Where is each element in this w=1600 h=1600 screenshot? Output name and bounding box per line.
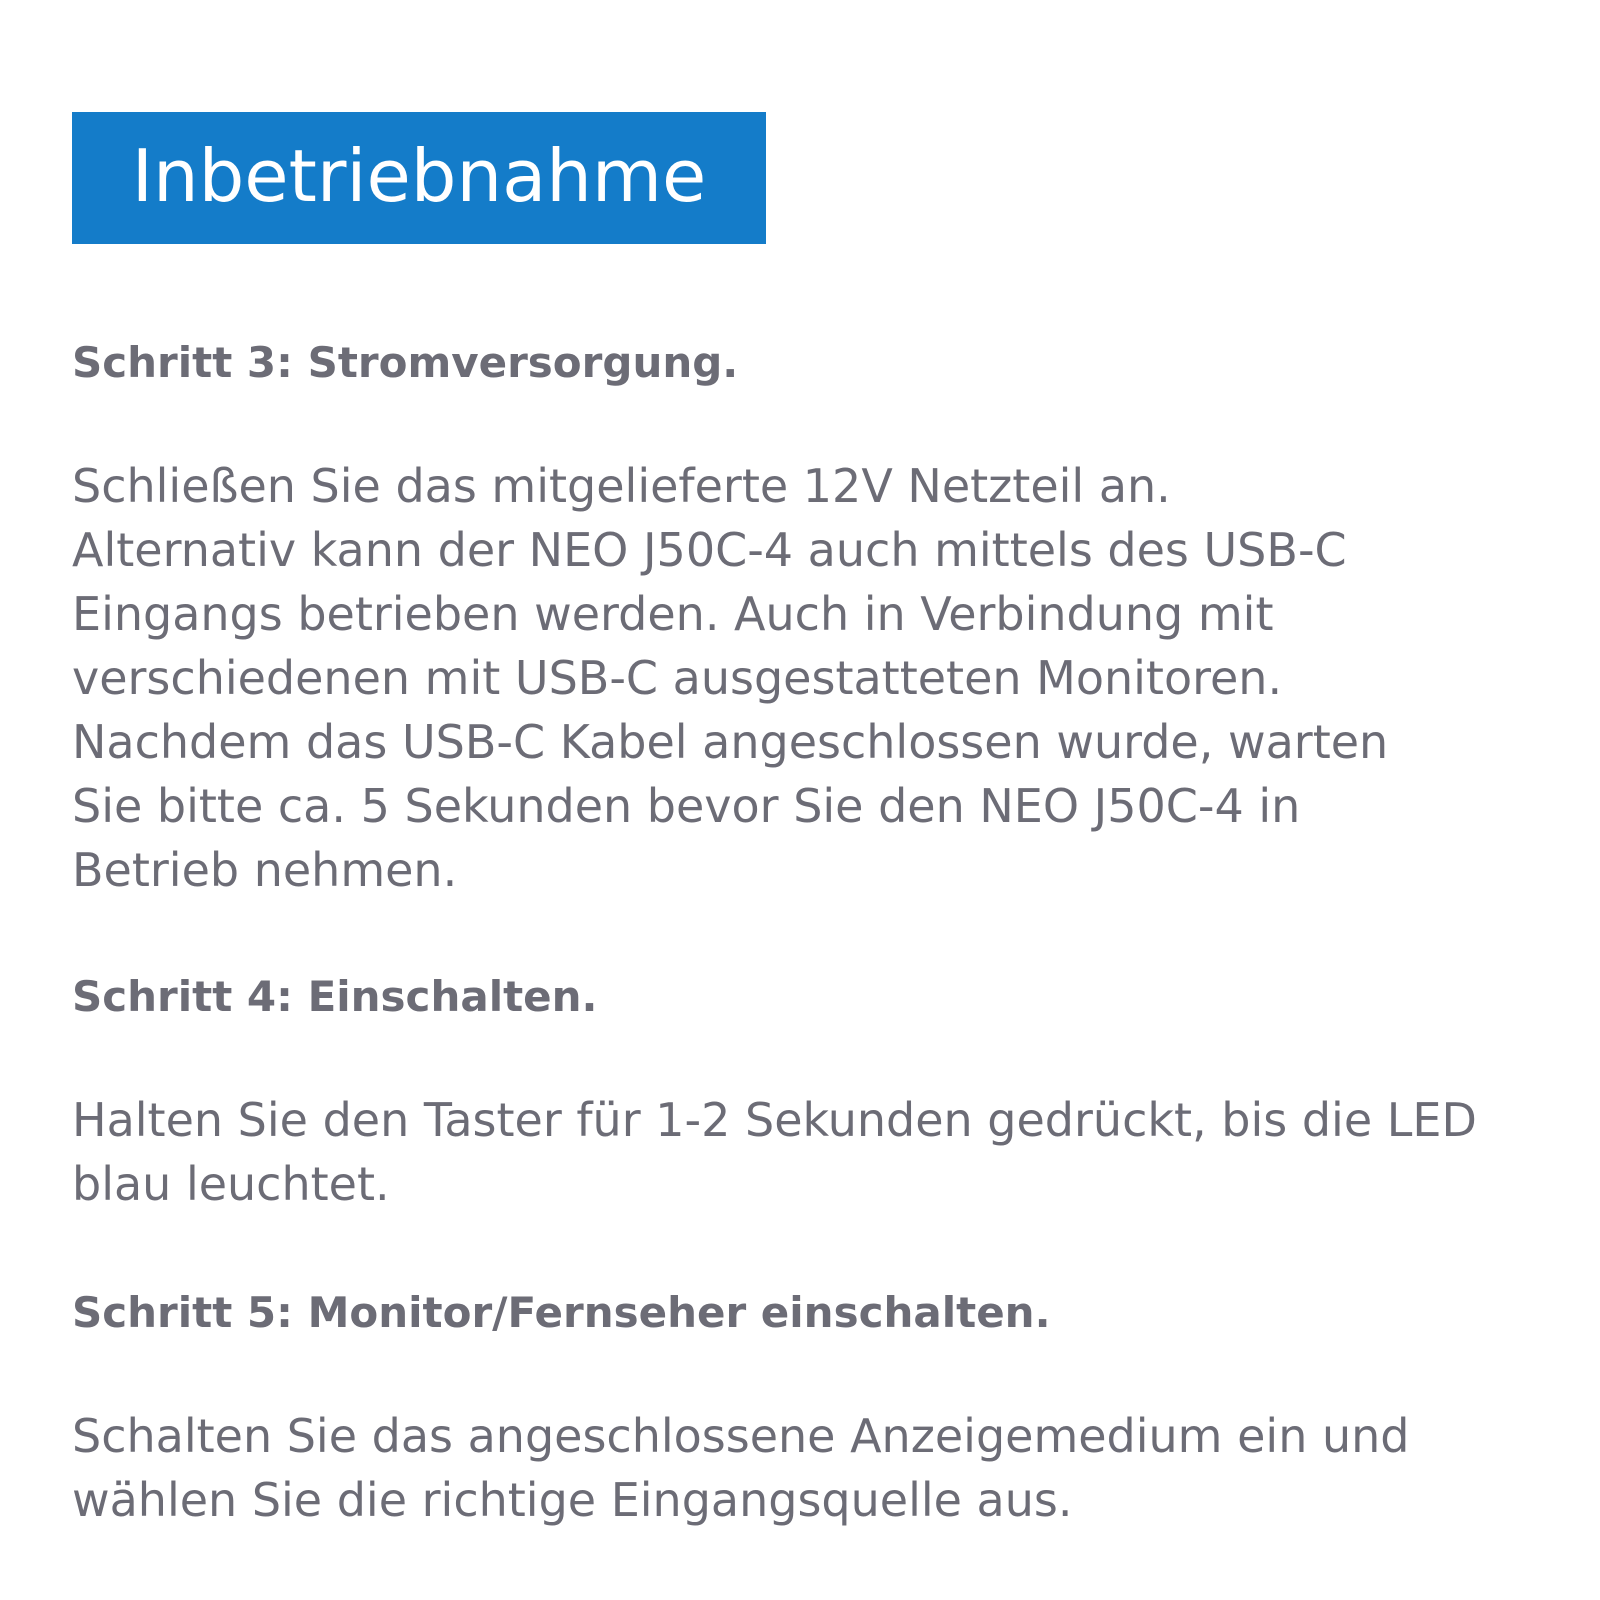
step-3-line: Eingangs betrieben werden. Auch in Verbindung mit bbox=[72, 587, 1274, 641]
step-5-text bbox=[72, 1404, 1552, 1532]
step-3-line: verschiedenen mit USB-C ausgestatteten Monitoren. bbox=[72, 651, 1283, 705]
step-3-line: Betrieb nehmen. bbox=[72, 843, 458, 897]
step-4-line: Halten Sie den Taster für 1-2 Sekunden gedrückt, bis die LED bbox=[72, 1093, 1477, 1147]
step-3-line: Alternativ kann der NEO J50C-4 auch mittels des USB-C bbox=[72, 523, 1347, 577]
step-5-line: wählen Sie die richtige Eingangsquelle aus. bbox=[72, 1473, 1073, 1527]
step-5-heading: Schritt 5: Monitor/Fernseher einschalten. bbox=[72, 1288, 1051, 1337]
step-3-line: Nachdem das USB-C Kabel angeschlossen wurde, warten bbox=[72, 715, 1389, 769]
page-title: Inbetriebnahme bbox=[131, 134, 707, 218]
step-4-line: blau leuchtet. bbox=[72, 1157, 390, 1211]
step-3-heading: Schritt 3: Stromversorgung. bbox=[72, 338, 739, 387]
step-3-line: Sie bitte ca. 5 Sekunden bevor Sie den NEO J50C-4 in bbox=[72, 779, 1301, 833]
step-3-line: Schließen Sie das mitgelieferte 12V Netzteil an. bbox=[72, 459, 1171, 513]
step-3-text bbox=[72, 454, 1552, 902]
step-5-line: Schalten Sie das angeschlossene Anzeigemedium ein und bbox=[72, 1409, 1410, 1463]
step-4-heading: Schritt 4: Einschalten. bbox=[72, 972, 598, 1021]
title-banner bbox=[72, 112, 766, 244]
step-4-text bbox=[72, 1088, 1552, 1216]
